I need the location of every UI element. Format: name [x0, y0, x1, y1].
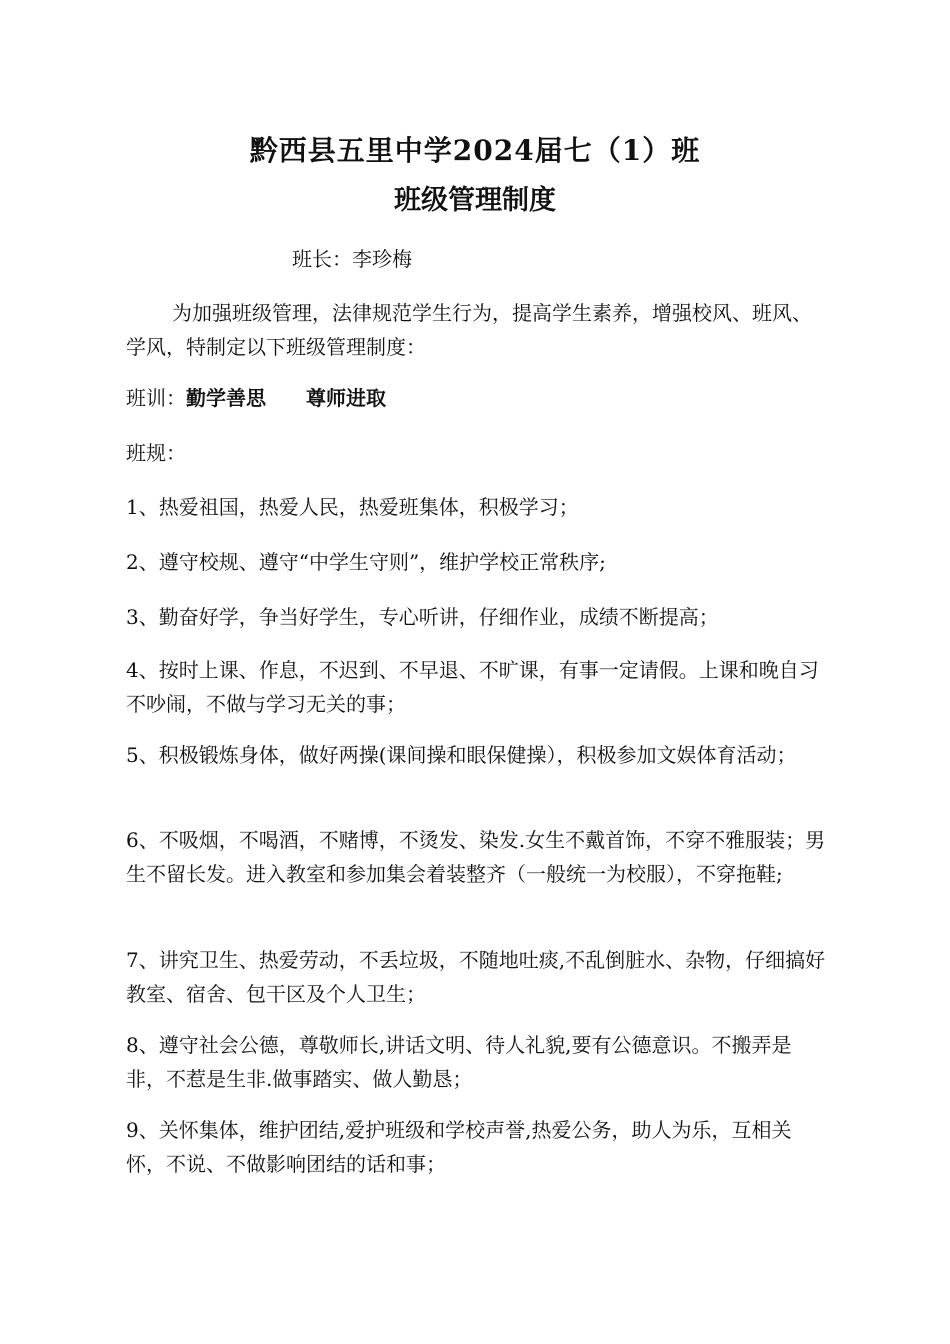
rule-item: 4、按时上课、作息，不迟到、不早退、不旷课，有事一定请假。上课和晚自习不吵闹，不做与学习无关的事；	[126, 658, 819, 716]
class-motto	[126, 381, 826, 415]
rule-item: 8、遵守社会公德，尊敬师长,讲话文明、待人礼貌,要有公德意识。不搬弄是非，不惹是生非.做事踏实、做人勤恳；	[126, 1033, 792, 1091]
document-subtitle: 班级管理制度	[394, 185, 556, 216]
motto-label: 班训：	[126, 386, 186, 410]
rule-item: 3、勤奋好学，争当好学生，专心听讲，仔细作业，成绩不断提高；	[126, 605, 719, 629]
motto-part2: 尊师进取	[306, 386, 386, 410]
rule-item: 5、积极锻炼身体，做好两操(课间操和眼保健操），积极参加文娱体育活动；	[126, 743, 797, 767]
motto-part1: 勤学善思	[186, 386, 266, 410]
class-monitor: 班长：李珍梅	[292, 247, 412, 271]
document-title: 黔西县五里中学2024届七（1）班	[249, 134, 701, 167]
rule-item: 2、遵守校规、遵守“中学生守则”，维护学校正常秩序;	[126, 550, 606, 574]
rules-label: 班规：	[126, 441, 186, 465]
rule-item: 7、讲究卫生、热爱劳动，不丢垃圾，不随地吐痰,不乱倒脏水、杂物，仔细搞好教室、宿舍、包干区及个人卫生；	[126, 948, 826, 1006]
rule-item: 6、不吸烟，不喝酒，不赌博，不烫发、染发.女生不戴首饰，不穿不雅服装；男生不留长发。进入教室和参加集会着装整齐（一般统一为校服），不穿拖鞋;	[126, 828, 826, 886]
intro-paragraph: 为加强班级管理，法律规范学生行为，提高学生素养，增强校风、班风、学风，特制定以下班级管理制度：	[126, 301, 812, 359]
rule-item: 9、关怀集体，维护团结,爱护班级和学校声誉,热爱公务，助人为乐，互相关怀，不说、不做影响团结的话和事；	[126, 1118, 792, 1176]
rule-item: 1、热爱祖国，热爱人民，热爱班集体，积极学习；	[126, 495, 579, 519]
